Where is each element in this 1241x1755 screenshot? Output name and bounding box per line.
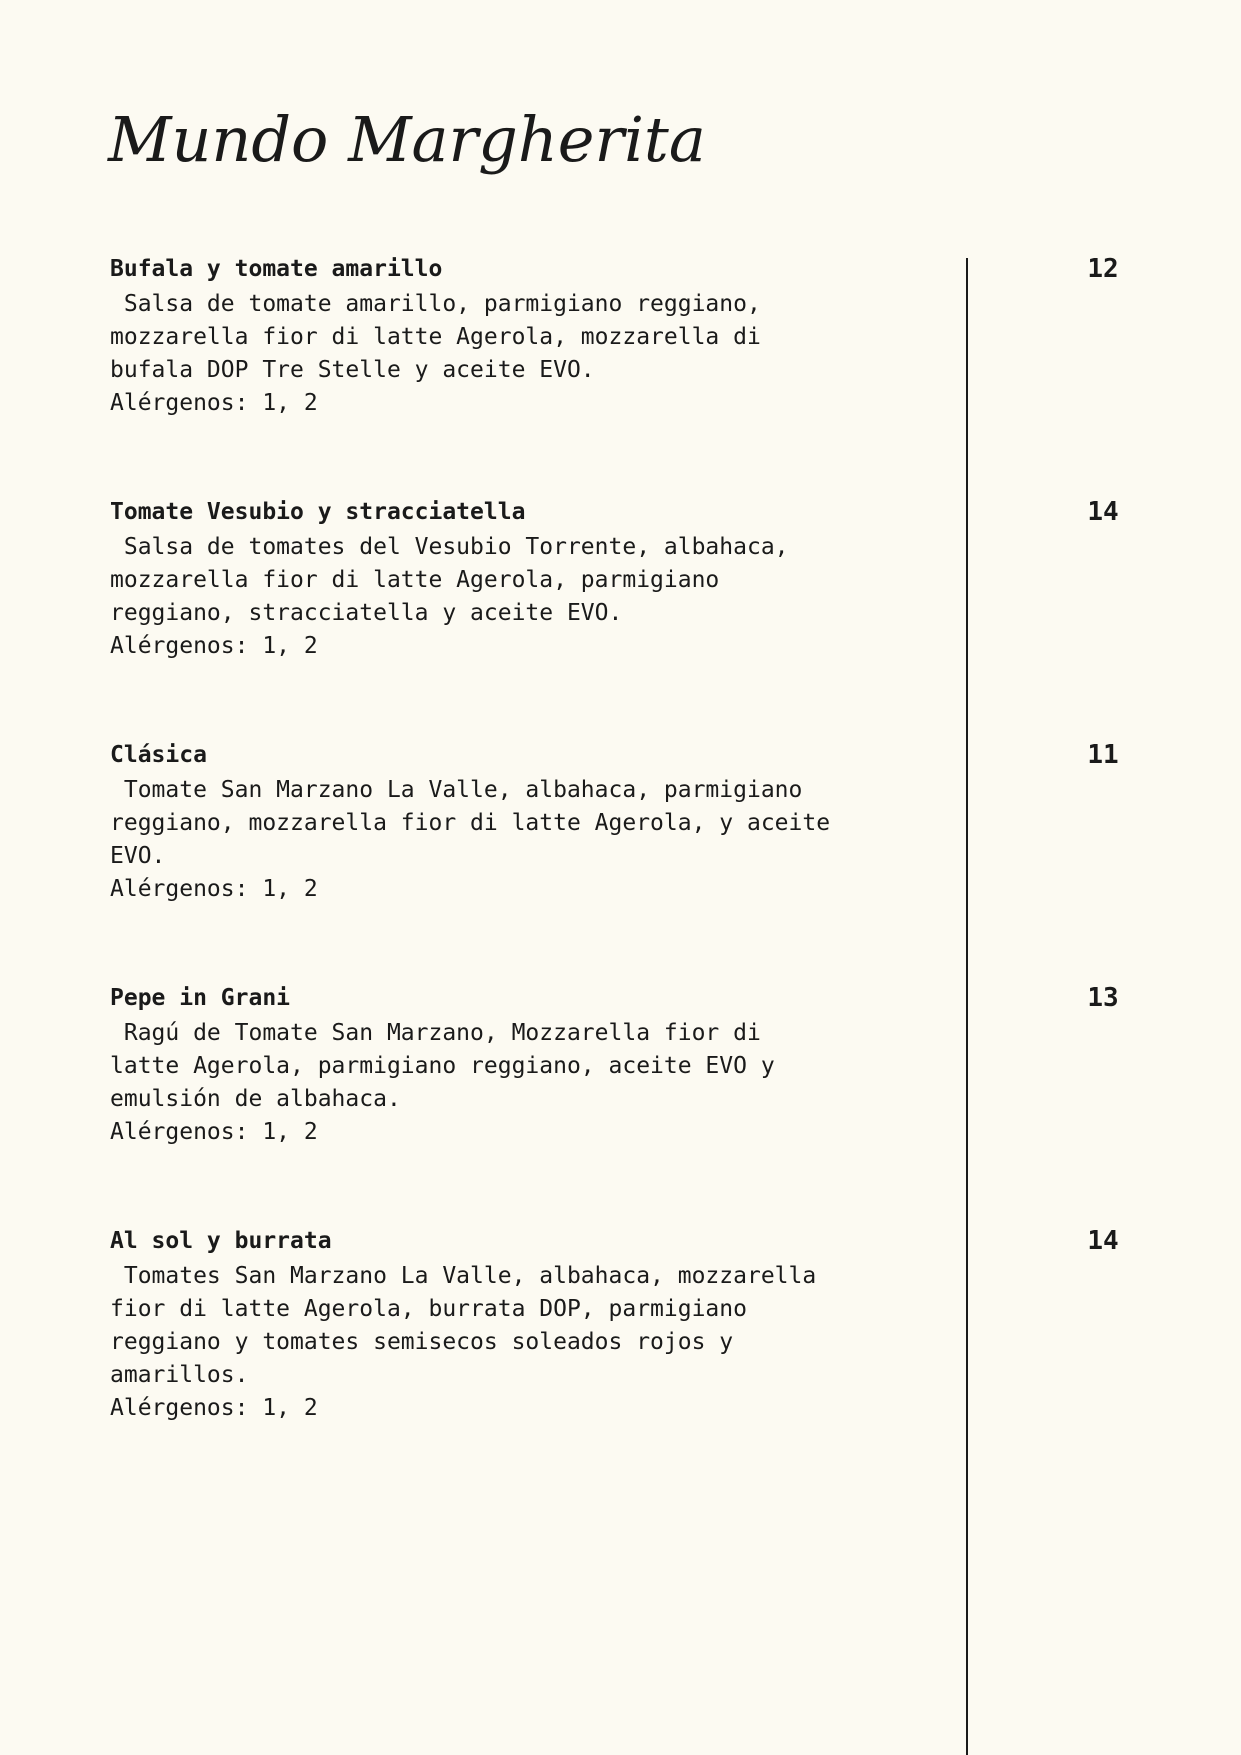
item-price: 13 [1087, 983, 1119, 1013]
item-description-line: Salsa de tomate amarillo, parmigiano reggiano, [110, 291, 761, 317]
item-name: Pepe in Grani [110, 985, 291, 1011]
item-description-line: EVO. [110, 843, 166, 869]
item-price: 14 [1087, 497, 1119, 527]
item-description-line: mozzarella fior di latte Agerola, parmigiano [110, 567, 720, 593]
item-allergens: Alérgenos: 1, 2 [110, 633, 318, 659]
menu-item [110, 253, 1241, 420]
menu-item-text [110, 1225, 967, 1425]
item-description-line: mozzarella fior di latte Agerola, mozzarella di [110, 324, 761, 350]
item-price: 11 [1087, 740, 1119, 770]
item-description-line: reggiano, stracciatella y aceite EVO. [110, 600, 623, 626]
item-name: Bufala y tomate amarillo [110, 256, 443, 282]
item-description-line: Tomates San Marzano La Valle, albahaca, mozzarella [110, 1263, 817, 1289]
item-description-line: reggiano y tomates semisecos soleados rojos y [110, 1329, 734, 1355]
item-description-line: latte Agerola, parmigiano reggiano, aceite EVO y [110, 1053, 775, 1079]
menu-item-text [110, 739, 967, 906]
item-allergens: Alérgenos: 1, 2 [110, 1395, 318, 1421]
item-price: 14 [1087, 1226, 1119, 1256]
item-description-line: bufala DOP Tre Stelle y aceite EVO. [110, 357, 595, 383]
menu-list [110, 253, 1241, 1501]
menu-item-text [110, 982, 967, 1149]
item-description-line: reggiano, mozzarella fior di latte Agerola, y aceite [110, 810, 831, 836]
item-name: Al sol y burrata [110, 1228, 332, 1254]
page-title: Mundo Margherita [108, 103, 706, 176]
menu-item [110, 1225, 1241, 1425]
item-description-line: Tomate San Marzano La Valle, albahaca, parmigiano [110, 777, 803, 803]
item-description-line: Salsa de tomates del Vesubio Torrente, albahaca, [110, 534, 789, 560]
item-allergens: Alérgenos: 1, 2 [110, 1119, 318, 1145]
item-name: Tomate Vesubio y stracciatella [110, 499, 526, 525]
item-name: Clásica [110, 742, 207, 768]
item-allergens: Alérgenos: 1, 2 [110, 876, 318, 902]
menu-item [110, 496, 1241, 663]
item-price: 12 [1087, 254, 1119, 284]
menu-item [110, 739, 1241, 906]
item-description-line: fior di latte Agerola, burrata DOP, parmigiano [110, 1296, 747, 1322]
menu-item-text [110, 253, 967, 420]
item-description-line: amarillos. [110, 1362, 249, 1388]
item-allergens: Alérgenos: 1, 2 [110, 390, 318, 416]
item-description-line: emulsión de albahaca. [110, 1086, 401, 1112]
item-description-line: Ragú de Tomate San Marzano, Mozzarella fior di [110, 1020, 761, 1046]
menu-item [110, 982, 1241, 1149]
menu-item-text [110, 496, 967, 663]
